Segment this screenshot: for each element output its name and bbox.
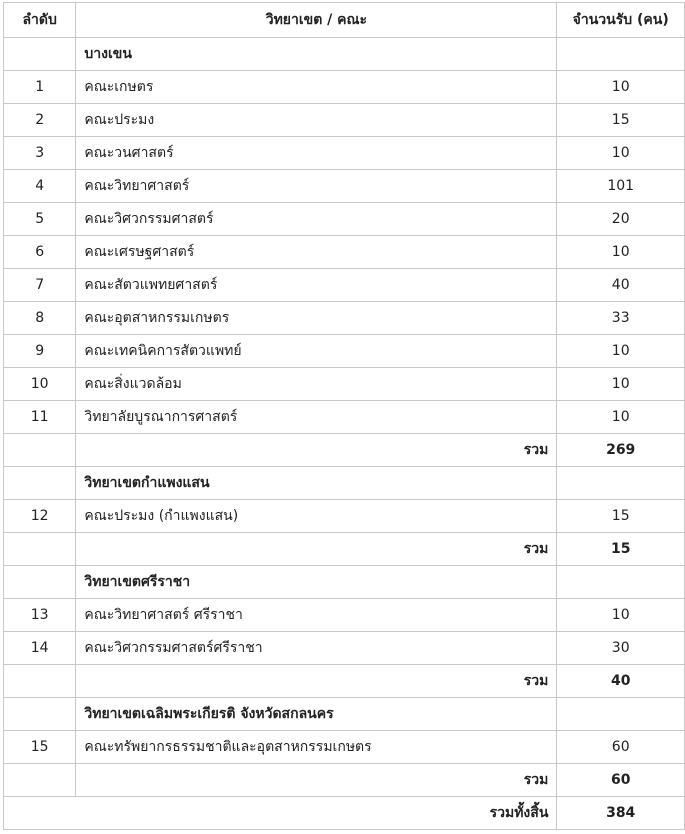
faculty-name: คณะทรัพยากรธรรมชาติและอุตสาหกรรมเกษตร: [76, 731, 557, 764]
row-number: 10: [4, 368, 76, 401]
subtotal-label: รวม: [76, 665, 557, 698]
campus-name: บางเขน: [76, 38, 557, 71]
row-number: 5: [4, 203, 76, 236]
quota-value: 10: [557, 236, 685, 269]
faculty-name: คณะสัตวแพทยศาสตร์: [76, 269, 557, 302]
campus-name: วิทยาเขตกำแพงแสน: [76, 467, 557, 500]
quota-value: 10: [557, 335, 685, 368]
row-number: 11: [4, 401, 76, 434]
faculty-name: คณะวนศาสตร์: [76, 137, 557, 170]
subtotal-row: [4, 665, 685, 698]
grand-total-row: [4, 797, 685, 830]
row-number: 1: [4, 71, 76, 104]
subtotal-row: [4, 533, 685, 566]
quota-value: 10: [557, 401, 685, 434]
campus-row: [4, 566, 685, 599]
faculty-name: คณะเศรษฐศาสตร์: [76, 236, 557, 269]
empty-cell: [4, 533, 76, 566]
table-row: [4, 71, 685, 104]
table-row: [4, 731, 685, 764]
quota-value: 10: [557, 137, 685, 170]
quota-value: 10: [557, 71, 685, 104]
row-number: 4: [4, 170, 76, 203]
subtotal-value: 15: [557, 533, 685, 566]
table-row: [4, 632, 685, 665]
campus-name: วิทยาเขตศรีราชา: [76, 566, 557, 599]
empty-cell: [557, 698, 685, 731]
faculty-name: คณะวิทยาศาสตร์: [76, 170, 557, 203]
table-row: [4, 302, 685, 335]
quota-value: 20: [557, 203, 685, 236]
table-row: [4, 236, 685, 269]
row-number: 12: [4, 500, 76, 533]
subtotal-value: 269: [557, 434, 685, 467]
faculty-name: วิทยาลัยบูรณาการศาสตร์: [76, 401, 557, 434]
empty-cell: [557, 38, 685, 71]
empty-cell: [4, 566, 76, 599]
quota-value: 40: [557, 269, 685, 302]
row-number: 13: [4, 599, 76, 632]
subtotal-row: [4, 434, 685, 467]
faculty-name: คณะประมง (กำแพงแสน): [76, 500, 557, 533]
grand-total-label: รวมทั้งสิ้น: [4, 797, 557, 830]
row-number: 8: [4, 302, 76, 335]
table-row: [4, 401, 685, 434]
quota-value: 15: [557, 500, 685, 533]
subtotal-value: 60: [557, 764, 685, 797]
subtotal-label: รวม: [76, 434, 557, 467]
table-body: [4, 38, 685, 830]
table-row: [4, 203, 685, 236]
faculty-name: คณะอุตสาหกรรมเกษตร: [76, 302, 557, 335]
row-number: 7: [4, 269, 76, 302]
empty-cell: [4, 38, 76, 71]
row-number: 3: [4, 137, 76, 170]
row-number: 6: [4, 236, 76, 269]
quota-value: 15: [557, 104, 685, 137]
header-no: ลำดับ: [4, 3, 76, 38]
faculty-name: คณะวิศวกรรมศาสตร์: [76, 203, 557, 236]
quota-value: 10: [557, 368, 685, 401]
empty-cell: [557, 467, 685, 500]
subtotal-label: รวม: [76, 533, 557, 566]
row-number: 15: [4, 731, 76, 764]
table-row: [4, 500, 685, 533]
faculty-name: คณะเกษตร: [76, 71, 557, 104]
table-row: [4, 335, 685, 368]
table-row: [4, 137, 685, 170]
quota-value: 10: [557, 599, 685, 632]
empty-cell: [4, 698, 76, 731]
empty-cell: [4, 434, 76, 467]
quota-table: [3, 2, 685, 830]
quota-value: 101: [557, 170, 685, 203]
subtotal-value: 40: [557, 665, 685, 698]
header-row: [4, 3, 685, 38]
subtotal-row: [4, 764, 685, 797]
table-row: [4, 104, 685, 137]
header-faculty: วิทยาเขต / คณะ: [76, 3, 557, 38]
faculty-name: คณะสิ่งแวดล้อม: [76, 368, 557, 401]
quota-value: 60: [557, 731, 685, 764]
row-number: 9: [4, 335, 76, 368]
campus-row: [4, 467, 685, 500]
campus-row: [4, 38, 685, 71]
quota-value: 33: [557, 302, 685, 335]
table-row: [4, 599, 685, 632]
header-quota: จำนวนรับ (คน): [557, 3, 685, 38]
empty-cell: [557, 566, 685, 599]
faculty-name: คณะวิศวกรรมศาสตร์ศรีราชา: [76, 632, 557, 665]
empty-cell: [4, 665, 76, 698]
campus-row: [4, 698, 685, 731]
empty-cell: [4, 764, 76, 797]
campus-name: วิทยาเขตเฉลิมพระเกียรติ จังหวัดสกลนคร: [76, 698, 557, 731]
subtotal-label: รวม: [76, 764, 557, 797]
table-row: [4, 368, 685, 401]
empty-cell: [4, 467, 76, 500]
faculty-name: คณะวิทยาศาสตร์ ศรีราชา: [76, 599, 557, 632]
faculty-name: คณะประมง: [76, 104, 557, 137]
row-number: 2: [4, 104, 76, 137]
table-row: [4, 269, 685, 302]
faculty-name: คณะเทคนิคการสัตวแพทย์: [76, 335, 557, 368]
quota-value: 30: [557, 632, 685, 665]
table-row: [4, 170, 685, 203]
row-number: 14: [4, 632, 76, 665]
grand-total-value: 384: [557, 797, 685, 830]
